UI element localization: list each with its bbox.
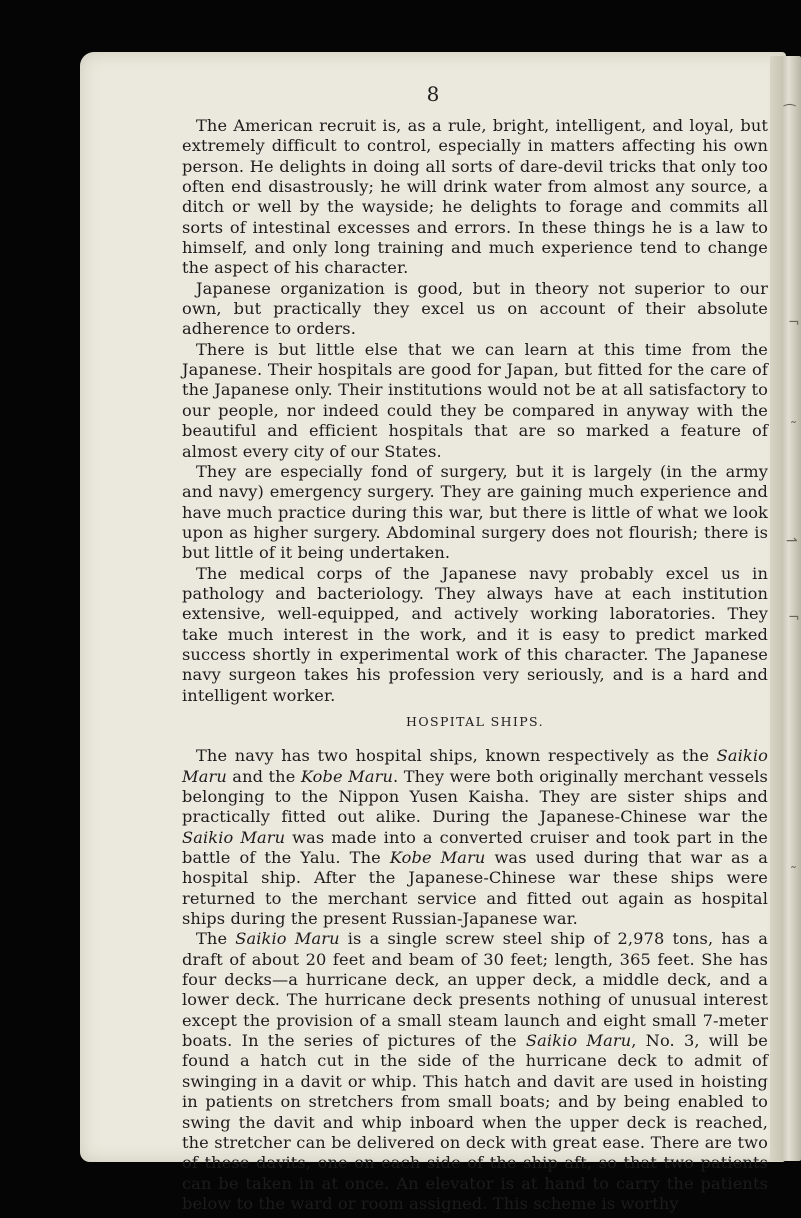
- ship-name: Kobe Maru: [300, 766, 393, 786]
- text-run: The: [196, 929, 236, 949]
- paragraph-1: The American recruit is, as a rule, bright, intelligent, and loyal, but extremely difficult to control, especially in matters affecting his own person. He delights in doing all sorts of dare-devil tricks that only too often end disastrously; he will drink water from almost any source, a ditch or well by the wayside; he delights to forage and commits all sorts of intestinal excesses and errors. In these things he is a law to himself, and only long training and much experience tend to change the aspect of his character.: [182, 116, 768, 278]
- edge-mark: ¬: [788, 610, 800, 626]
- edge-mark: ⁀: [784, 105, 796, 121]
- edge-mark: ˜: [790, 420, 797, 436]
- ship-name: Saikio Maru: [235, 929, 340, 949]
- paragraph-4: They are especially fond of surgery, but it is largely (in the army and navy) emergency surgery. They are gaining much experience and have much practice during this war, but there is little of what we look upon as higher surgery. Abdominal surgery does not flourish; there is but little of it being undertaken.: [182, 461, 768, 563]
- page-number: 8: [426, 82, 440, 106]
- text-run: is a single screw steel ship of 2,978 tons, has a draft of about 20 feet and beam of 30 feet; length, 365 feet. She has four decks—a hurricane deck, an upper deck, a middle deck, and a lower deck. The hurricane deck presents nothing of unusual interest except the provision of a small steam launch and eight small 7-meter boats. In the series of pictures of the: [182, 929, 768, 1051]
- text-run: was used during that war as a hospital ship. After the Japanese-Chinese war these ships were returned to the merchant service and fitted out again as hospital ships during the present Russian-Japanese war.: [182, 848, 768, 929]
- paragraph-3: There is but little else that we can learn at this time from the Japanese. Their hospitals are good for Japan, but fitted for the care of the Japanese only. Their institutions would not be at all satisfactory to our people, nor indeed could they be compared in anyway with the beautiful and efficient hospitals that are so marked a feature of almost every city of our States.: [182, 339, 768, 461]
- ship-name: Saikio Maru: [182, 746, 768, 786]
- next-page-edge: [770, 56, 801, 1161]
- text-run: . They were both originally merchant vessels belonging to the Nippon Yusen Kaisha. They are sister ships and practically fitted out alike. During the Japanese-Chinese war the: [182, 766, 768, 827]
- ship-name: Saikio Maru: [525, 1031, 632, 1051]
- paragraph-7: [182, 929, 768, 1214]
- section-heading: HOSPITAL SHIPS.: [406, 713, 544, 729]
- book-page: [80, 52, 786, 1213]
- edge-mark: ¬: [788, 315, 800, 331]
- ship-name: Saikio Maru: [182, 827, 286, 847]
- text-run: was made into a converted cruiser and took part in the battle of the Yalu. The: [182, 827, 768, 868]
- paragraph-6: [182, 746, 768, 929]
- paragraph-5: The medical corps of the Japanese navy probably excel us in pathology and bacteriology. They always have at each institution extensive, well-equipped, and actively working laboratories. They take much interest in the work, and it is easy to predict marked success shortly in experimental work of this character. The Japanese navy surgeon takes his profession very seriously, and is a hard and intelligent worker.: [182, 563, 768, 705]
- edge-mark: ˜: [790, 865, 797, 881]
- paragraph-2: Japanese organization is good, but in theory not superior to our own, but practically they excel us on account of their absolute adherence to orders.: [182, 278, 768, 339]
- text-run: , No. 3, will be found a hatch cut in the side of the hurricane deck to admit of swinging in a davit or whip. This hatch and davit are used in hoisting in patients on stretchers from small boats; and by being enabled to swing the davit and whip inboard when the upper deck is reached, the stretcher can be delivered on deck with great ease. There are two of these davits, one on each side of the ship aft, so that two patients can be taken in at once. An elevator is at hand to carry the patients below to the ward or room assigned. This scheme is worthy: [182, 1031, 768, 1213]
- text-run: The navy has two hospital ships, known respectively as the: [196, 746, 717, 766]
- edge-mark: ⇀: [786, 533, 798, 549]
- ship-name: Kobe Maru: [389, 848, 486, 868]
- page-body: [182, 116, 768, 1214]
- text-run: and the: [226, 766, 301, 786]
